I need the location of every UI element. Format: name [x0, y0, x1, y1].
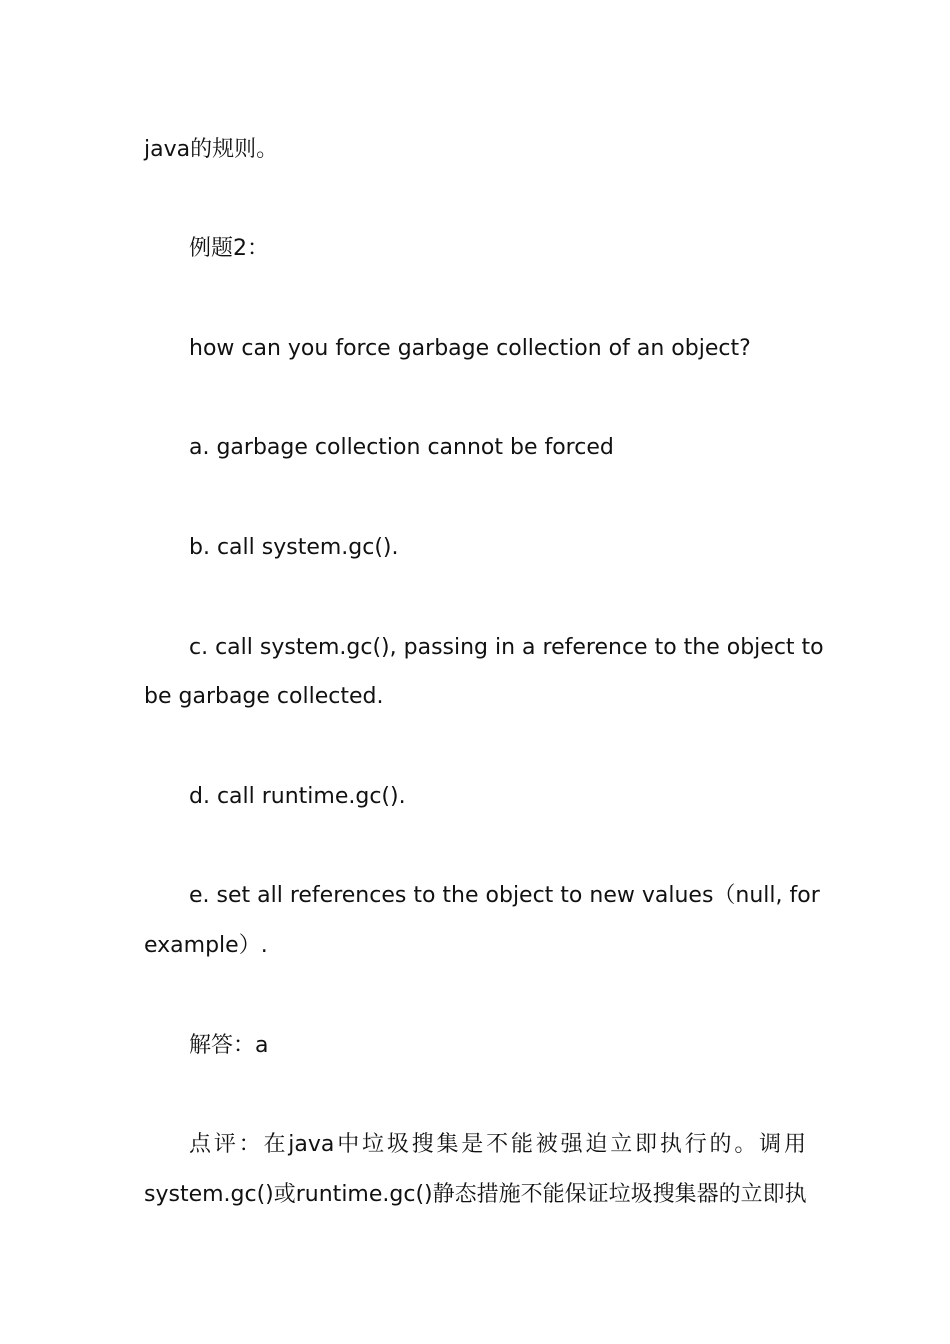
option-a: a. garbage collection cannot be forced	[189, 435, 614, 460]
option-e-line-1: e. set all references to the object to new values（null, for	[189, 883, 820, 908]
paragraph-continuation-line: java的规则。	[144, 137, 279, 162]
option-b: b. call system.gc().	[189, 535, 399, 560]
option-d: d. call runtime.gc().	[189, 784, 406, 809]
option-e-line-2: example）.	[144, 933, 268, 958]
answer-text: 解答：a	[189, 1033, 269, 1058]
example-heading: 例题2：	[189, 236, 269, 261]
option-c-line-1: c. call system.gc(), passing in a reference to the object to	[189, 635, 824, 660]
option-c-line-2: be garbage collected.	[144, 684, 384, 709]
question-text: how can you force garbage collection of an object?	[189, 336, 751, 361]
comment-line-1: 点评：在java中垃圾搜集是不能被强迫立即执行的。调用	[189, 1132, 806, 1157]
comment-line-2: system.gc()或runtime.gc()静态措施不能保证垃圾搜集器的立即执	[144, 1182, 807, 1207]
